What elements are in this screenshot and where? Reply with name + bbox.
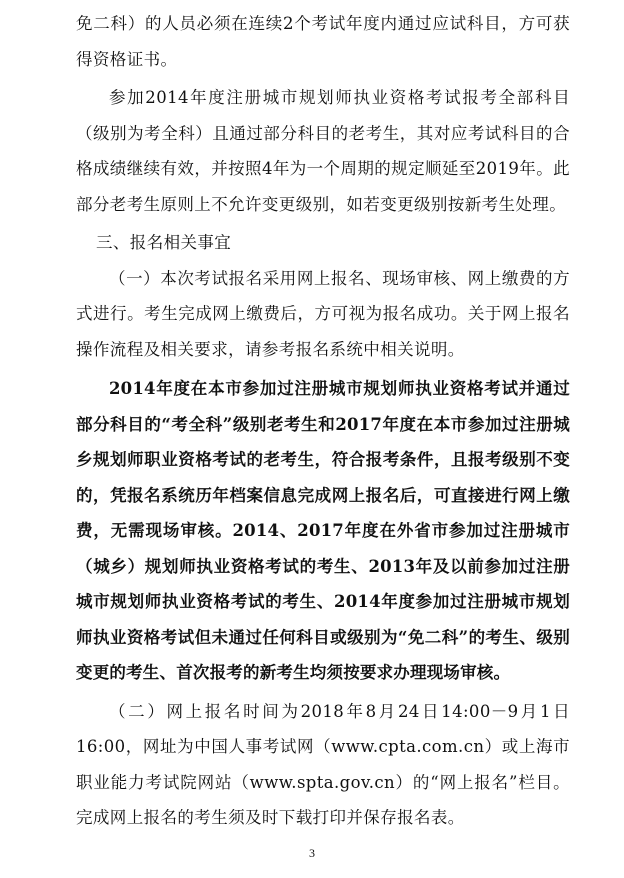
paragraph-exemption-continuation: 免二科）的人员必须在连续2个考试年度内通过应试科目，方可获得资格证书。 bbox=[76, 14, 570, 69]
section-heading-registration-matters: 三、报名相关事宜 bbox=[96, 233, 232, 252]
paragraph-online-registration-time: （二）网上报名时间为2018年8月24日14:00－9月1日16:00，网址为中国人事考试网（www.cpta.com.cn）或上海市职业能力考试院网站（www.spta.gov.cn）的“网上报名”栏目。完成网上报名的考生须及时下载打印并保存报名表。 bbox=[76, 701, 570, 827]
paragraph-2014-full-subject-candidates: 参加2014年度注册城市规划师执业资格考试报考全部科目（级别为考全科）且通过部分科目的老考生，其对应考试科目的合格成绩继续有效，并按照4年为一个周期的规定顺延至2019年。此部分老考生原则上不允许变更级别，如若变更级别按新考生处理。 bbox=[76, 88, 570, 214]
paragraph-onsite-review-rules: 2014年度在本市参加过注册城市规划师执业资格考试并通过部分科目的“考全科”级别老考生和2017年度在本市参加过注册城乡规划师职业资格考试的老考生，符合报考条件，且报考级别不变的，凭报名系统历年档案信息完成网上报名后，可直接进行网上缴费，无需现场审核。2014、2017年度在外省市参加过注册城市（城乡）规划师执业资格考试的考生、2013年及以前参加过注册城市规划师执业资格考试的考生、2014年度参加过注册城市规划师执业资格考试但未通过任何科目或级别为“免二科”的考生、级别变更的考生、首次报考的新考生均须按要求办理现场审核。 bbox=[76, 379, 570, 682]
page-number: 3 bbox=[309, 846, 315, 860]
paragraph-online-registration-method: （一）本次考试报名采用网上报名、现场审核、网上缴费的方式进行。考生完成网上缴费后，方可视为报名成功。关于网上报名操作流程及相关要求，请参考报名系统中相关说明。 bbox=[76, 268, 570, 359]
